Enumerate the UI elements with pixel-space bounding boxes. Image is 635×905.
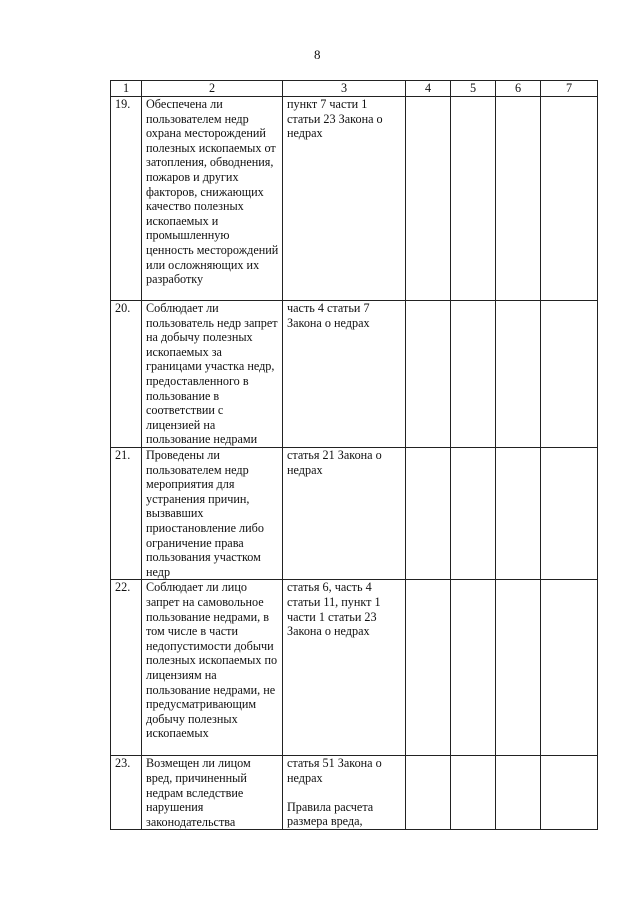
legal-reference: часть 4 статьи 7 Закона о недрах — [283, 301, 406, 448]
answer-cell-not-applicable — [496, 580, 541, 756]
legal-reference: статья 6, часть 4 статьи 11, пункт 1 части 1 статьи 23 Закона о недрах — [283, 580, 406, 756]
table-row — [111, 580, 598, 756]
requirement-question: Соблюдает ли лицо запрет на самовольное пользование недрами, в том числе в части недопустимости добычи полезных ископаемых по лицензиям на пользование недрами, не предусматривающим добычу полезных ископаемых — [142, 580, 283, 756]
page-number: 8 — [314, 47, 321, 62]
notes-cell — [541, 448, 598, 580]
header-row — [111, 81, 598, 97]
row-number: 20. — [111, 301, 142, 448]
column-header-7: 7 — [541, 81, 598, 97]
answer-cell-not-applicable — [496, 97, 541, 301]
answer-cell-no — [451, 580, 496, 756]
row-number: 19. — [111, 97, 142, 301]
answer-cell-no — [451, 97, 496, 301]
answer-cell-not-applicable — [496, 301, 541, 448]
requirement-question: Возмещен ли лицом вред, причиненный недрам вследствие нарушения законодательства — [142, 756, 283, 830]
notes-cell — [541, 301, 598, 448]
answer-cell-yes — [406, 97, 451, 301]
requirement-question: Соблюдает ли пользователь недр запрет на добычу полезных ископаемых за границами участка недр, предоставленного в пользование в соответствии с лицензией на пользование недрами — [142, 301, 283, 448]
notes-cell — [541, 97, 598, 301]
notes-cell — [541, 756, 598, 830]
answer-cell-no — [451, 756, 496, 830]
row-number: 23. — [111, 756, 142, 830]
legal-reference: пункт 7 части 1 статьи 23 Закона о недрах — [283, 97, 406, 301]
table-row — [111, 301, 598, 448]
answer-cell-not-applicable — [496, 448, 541, 580]
answer-cell-yes — [406, 448, 451, 580]
answer-cell-yes — [406, 580, 451, 756]
column-header-4: 4 — [406, 81, 451, 97]
answer-cell-yes — [406, 756, 451, 830]
table-row — [111, 756, 598, 830]
legal-reference-cell — [283, 756, 406, 830]
column-header-5: 5 — [451, 81, 496, 97]
column-header-1: 1 — [111, 81, 142, 97]
answer-cell-not-applicable — [496, 756, 541, 830]
notes-cell — [541, 580, 598, 756]
answer-cell-no — [451, 448, 496, 580]
row-number: 21. — [111, 448, 142, 580]
answer-cell-yes — [406, 301, 451, 448]
legal-reference: статья 21 Закона о недрах — [283, 448, 406, 580]
row-number: 22. — [111, 580, 142, 756]
legal-reference: статья 51 Закона о недрах — [287, 756, 382, 785]
column-header-6: 6 — [496, 81, 541, 97]
column-header-3: 3 — [283, 81, 406, 97]
checklist-table — [110, 80, 598, 830]
column-header-2: 2 — [142, 81, 283, 97]
requirement-question: Обеспечена ли пользователем недр охрана месторождений полезных ископаемых от затопления, обводнения, пожаров и других факторов, снижающих качество полезных ископаемых и промышленную ценность месторождений или осложняющих их разработку — [142, 97, 283, 301]
answer-cell-no — [451, 301, 496, 448]
table-row — [111, 97, 598, 301]
requirement-question: Проведены ли пользователем недр мероприятия для устранения причин, вызвавших приостановление либо ограничение права пользования участком недр — [142, 448, 283, 580]
table-row — [111, 448, 598, 580]
legal-reference-extra: Правила расчета размера вреда, — [287, 799, 374, 829]
